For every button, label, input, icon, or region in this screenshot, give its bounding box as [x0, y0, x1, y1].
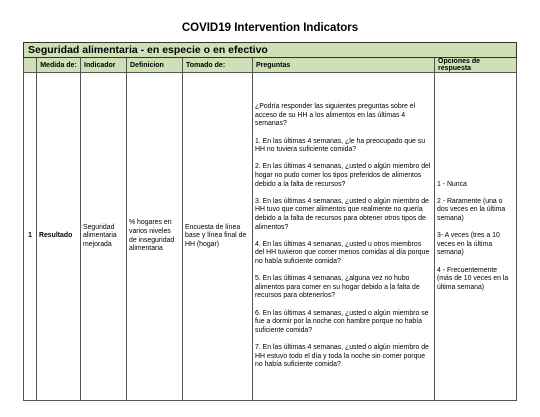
cell-tomado: Encuesta de línea base y línea final de HH (hogar) — [183, 73, 253, 401]
header-indicador: Indicador — [81, 58, 127, 73]
header-medida: Medida de: — [37, 58, 81, 73]
question-5: 5. En las últimas 4 semanas, ¿alguna vez no hubo alimentos para comer en su hogar debido a la falta de recursos para obtenerlos? — [255, 275, 420, 300]
option-2: 2 - Raramente (una o dos veces en la última semana) — [437, 197, 506, 223]
header-number — [24, 58, 37, 73]
header-opciones: Opciones de respuesta — [435, 58, 517, 73]
row-number: 1 — [24, 73, 37, 401]
table-row — [24, 73, 517, 401]
header-row — [24, 58, 517, 73]
option-1: 1 - Nunca — [437, 180, 467, 188]
section-row — [24, 43, 517, 58]
question-3: 3. En las últimas 4 semanas, ¿usted o algún miembro de HH tuvo que comer alimentos que realmente no quería debido a la falta de recursos para obtener otros tipos de alimentos? — [255, 197, 429, 231]
option-3: 3- A veces (tres a 10 veces en la última semana) — [437, 232, 500, 257]
question-2: 2. En las últimas 4 semanas, ¿usted o algún miembro del hogar no pudo comer los tipos preferidos de alimentos debido a la falta de recursos? — [255, 163, 431, 188]
document-title: COVID19 Intervention Indicators — [181, 22, 359, 34]
question-7: 7. En las últimas 4 semanas, ¿usted o algún miembro de HH estuvo todo el día y toda la noche sin comer porque no había suficiente comida? — [255, 343, 429, 369]
cell-definicion: % hogares en varios niveles de inseguridad alimentaria — [127, 73, 183, 401]
question-intro: ¿Podría responder las siguientes preguntas sobre el acceso de su HH a los alimentos en las últimas 4 semanas? — [255, 103, 416, 128]
option-4: 4 - Frecuentemente (más de 10 veces en la última semana) — [437, 266, 509, 291]
header-definicion: Definicion — [127, 58, 183, 73]
question-4: 4. En las últimas 4 semanas, ¿usted u otros miembros del HH tuvieron que comer menos comidas al día porque no había suficiente comida? — [255, 240, 430, 265]
section-title: Seguridad alimentaria - en especie o en efectivo — [24, 43, 517, 58]
cell-opciones — [435, 73, 517, 401]
cell-preguntas — [253, 73, 435, 401]
question-1: 1. En las últimas 4 semanas, ¿le ha preocupado que su HH no tuviera suficiente comida? — [255, 137, 426, 154]
cell-medida: Resultado — [37, 73, 81, 401]
header-preguntas: Preguntas — [253, 58, 435, 73]
header-tomado: Tomado de: — [183, 58, 253, 73]
cell-indicador: Seguridad alimentaria mejorada — [81, 73, 127, 401]
question-6: 6. En las últimas 4 semanas, ¿usted o algún miembro se fue a dormir por la noche con hambre porque no había suficiente comida? — [255, 309, 429, 334]
indicator-table — [23, 42, 517, 401]
